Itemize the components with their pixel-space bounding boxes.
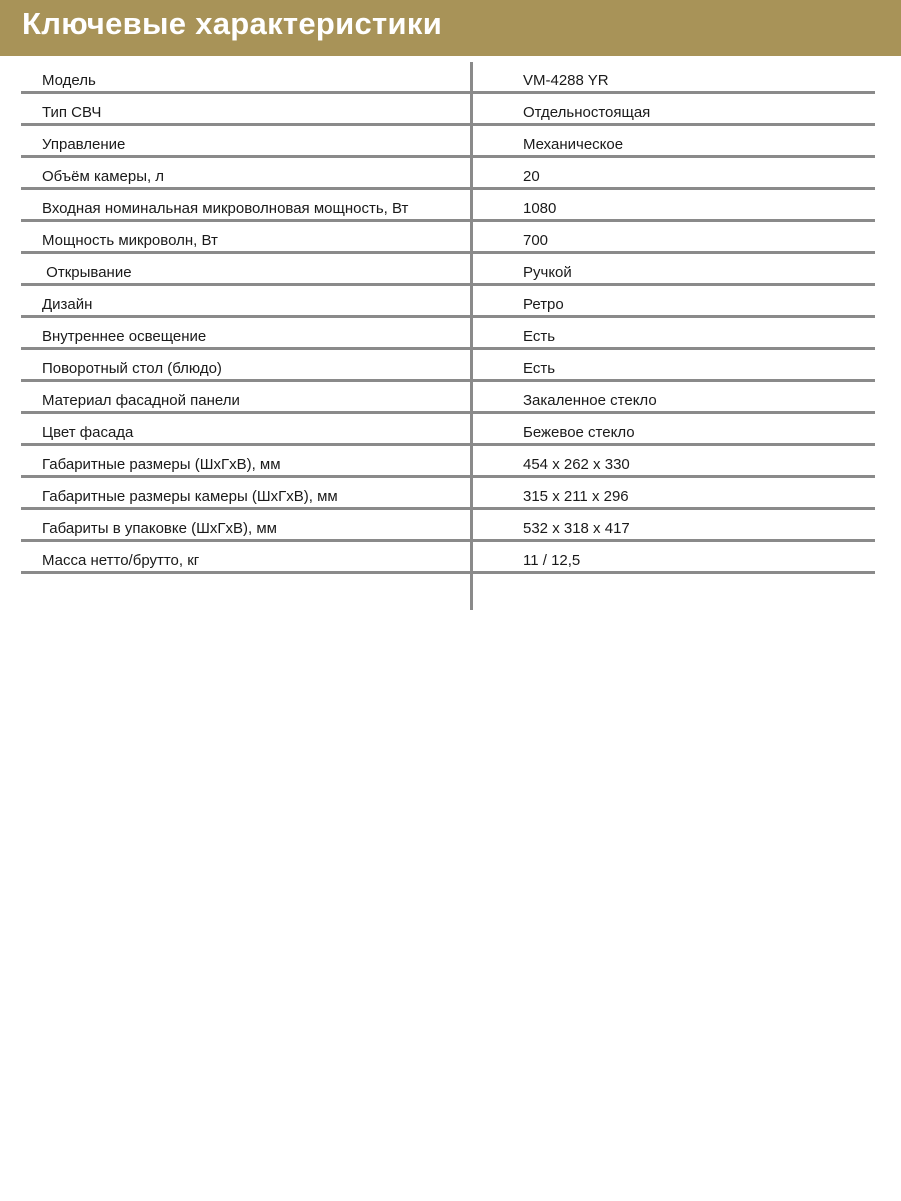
page-title: Ключевые характеристики <box>22 6 443 41</box>
spec-row <box>21 382 875 414</box>
spec-row <box>21 158 875 190</box>
spec-label: Габариты в упаковке (ШхГхВ), мм <box>42 520 277 537</box>
spec-row <box>21 478 875 510</box>
spec-row <box>21 414 875 446</box>
spec-label: Габаритные размеры (ШхГхВ), мм <box>42 456 281 473</box>
spec-value: 315 x 211 x 296 <box>523 488 629 505</box>
spec-label: Дизайн <box>42 296 93 313</box>
spec-value: 11 / 12,5 <box>523 552 581 569</box>
spec-value: Ретро <box>523 296 564 313</box>
spec-row <box>21 222 875 254</box>
spec-row <box>21 446 875 478</box>
spec-value: Отдельностоящая <box>523 104 651 121</box>
spec-row <box>21 190 875 222</box>
spec-row <box>21 62 875 94</box>
spec-row <box>21 318 875 350</box>
spec-value: 20 <box>523 168 540 185</box>
spec-table <box>21 62 875 610</box>
spec-value: 454 x 262 x 330 <box>523 456 630 473</box>
spec-value: Бежевое стекло <box>523 424 635 441</box>
spec-label: Входная номинальная микроволновая мощность, Вт <box>42 200 409 217</box>
spec-value: 532 x 318 x 417 <box>523 520 630 537</box>
spec-value: Есть <box>523 328 556 345</box>
spec-row <box>21 542 875 574</box>
spec-value: Закаленное стекло <box>523 392 657 409</box>
spec-label: Объём камеры, л <box>42 168 165 185</box>
spec-value: VM-4288 YR <box>523 72 609 89</box>
spec-label: Материал фасадной панели <box>42 392 240 409</box>
spec-value: Механическое <box>523 136 624 153</box>
spec-row <box>21 254 875 286</box>
spec-value: Есть <box>523 360 556 377</box>
spec-row <box>21 126 875 158</box>
spec-value: Ручкой <box>523 264 572 281</box>
spec-value: 700 <box>523 232 549 249</box>
spec-label: Открывание <box>42 264 132 281</box>
spec-label: Цвет фасада <box>42 424 134 441</box>
header-banner <box>0 0 901 56</box>
spec-row <box>21 350 875 382</box>
spec-label: Мощность микроволн, Вт <box>42 232 218 249</box>
spec-label: Габаритные размеры камеры (ШхГхВ), мм <box>42 488 338 505</box>
spec-label: Внутреннее освещение <box>42 328 207 345</box>
spec-value: 1080 <box>523 200 557 217</box>
spec-label: Масса нетто/брутто, кг <box>42 552 200 569</box>
spec-row <box>21 94 875 126</box>
spec-row <box>21 510 875 542</box>
spec-label: Управление <box>42 136 126 153</box>
spec-row <box>21 286 875 318</box>
spec-label: Тип СВЧ <box>42 104 102 121</box>
spec-label: Поворотный стол (блюдо) <box>42 360 222 377</box>
spec-label: Модель <box>42 72 96 89</box>
